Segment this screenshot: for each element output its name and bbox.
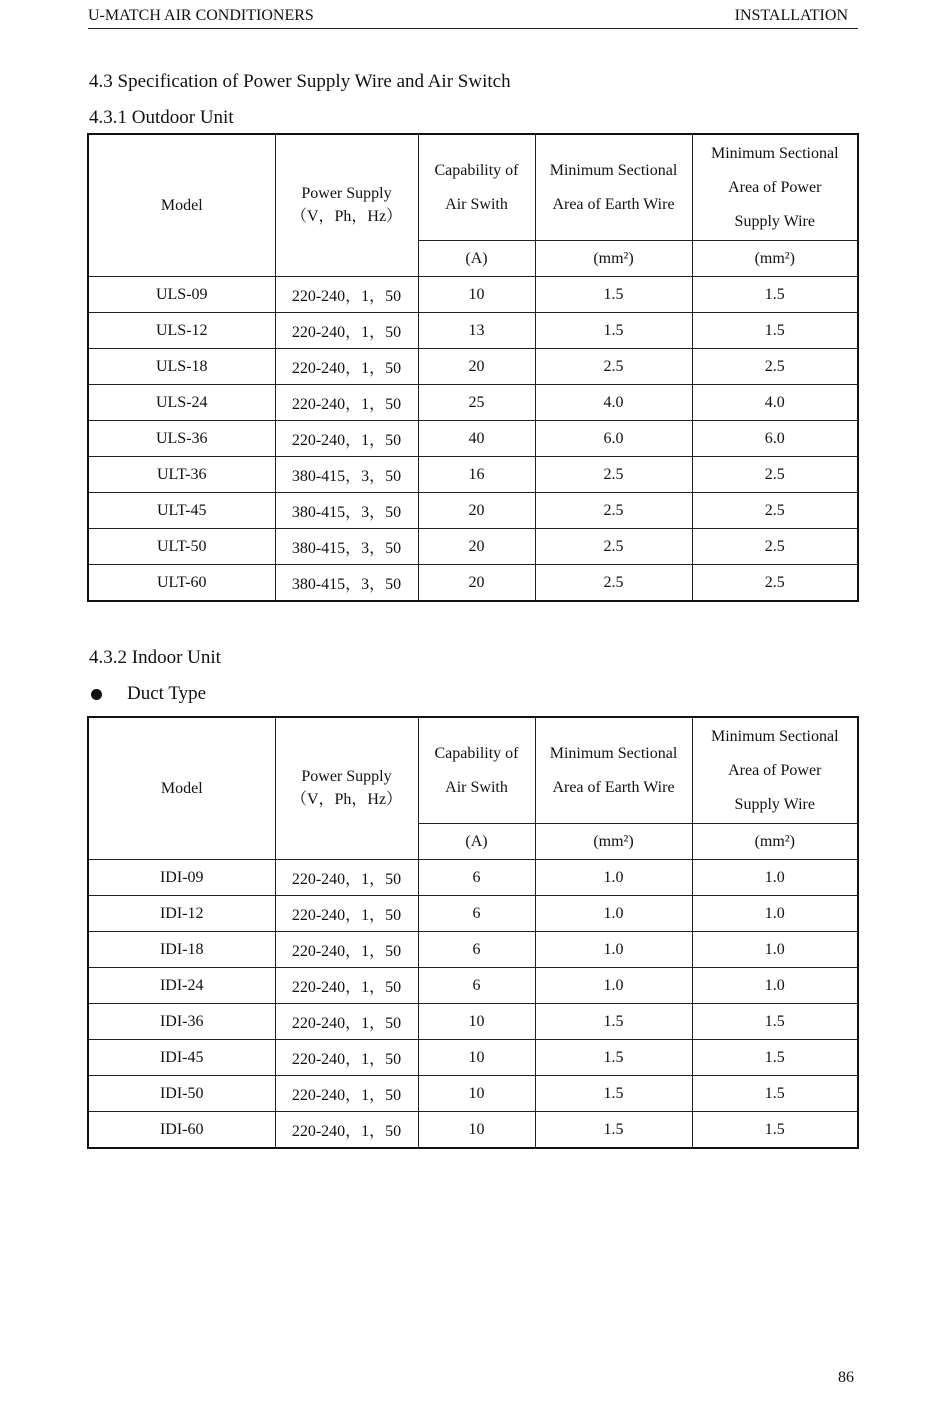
- header-switch-line-1: Capability of: [434, 744, 519, 762]
- cell-earth: 1.0: [535, 968, 692, 1004]
- cell-switch: 6: [418, 896, 535, 932]
- duct-type-label: Duct Type: [127, 683, 207, 704]
- table-row: [88, 1076, 858, 1112]
- cell-model: ULS-18: [88, 349, 275, 385]
- cell-model: IDI-45: [88, 1040, 275, 1076]
- cell-power: 220-240，1，50: [275, 968, 418, 1004]
- table-row: [88, 896, 858, 932]
- header-earth-line-2: Area of Earth Wire: [552, 195, 675, 213]
- header-air-switch: [418, 134, 535, 241]
- cell-model: IDI-24: [88, 968, 275, 1004]
- cell-switch: 10: [418, 1112, 535, 1149]
- header-model: Model: [88, 717, 275, 860]
- cell-model: ULS-09: [88, 277, 275, 313]
- header-right-title: INSTALLATION: [734, 7, 848, 24]
- cell-switch: 10: [418, 277, 535, 313]
- cell-power: 380-415，3，50: [275, 457, 418, 493]
- header-left-title: U-MATCH AIR CONDITIONERS: [88, 7, 314, 24]
- table-row: [88, 1004, 858, 1040]
- cell-power: 220-240，1，50: [275, 1004, 418, 1040]
- cell-power: 220-240，1，50: [275, 896, 418, 932]
- header-earth-wire: [535, 717, 692, 824]
- unit-amps: (A): [418, 824, 535, 860]
- cell-supply: 1.0: [692, 860, 858, 896]
- cell-model: ULT-60: [88, 565, 275, 602]
- cell-supply: 2.5: [692, 529, 858, 565]
- cell-switch: 40: [418, 421, 535, 457]
- indoor-spec-table: [87, 716, 859, 1149]
- outdoor-spec-table: [87, 133, 859, 602]
- cell-model: IDI-60: [88, 1112, 275, 1149]
- table-row: [88, 529, 858, 565]
- unit-mm2-earth: (mm²): [535, 241, 692, 277]
- header-supply-wire: [692, 134, 858, 241]
- cell-supply: 4.0: [692, 385, 858, 421]
- bullet-icon: [91, 689, 102, 700]
- cell-power: 380-415，3，50: [275, 565, 418, 602]
- cell-switch: 13: [418, 313, 535, 349]
- cell-model: ULS-12: [88, 313, 275, 349]
- header-power-supply: [275, 717, 418, 860]
- header-supply-line-2: Area of Power: [728, 761, 822, 779]
- cell-model: ULT-50: [88, 529, 275, 565]
- header-switch-line-1: Capability of: [434, 161, 519, 179]
- header-earth-wire: [535, 134, 692, 241]
- cell-earth: 1.5: [535, 1040, 692, 1076]
- cell-switch: 6: [418, 968, 535, 1004]
- cell-earth: 1.0: [535, 896, 692, 932]
- table-row: [88, 565, 858, 602]
- cell-earth: 2.5: [535, 349, 692, 385]
- cell-power: 220-240，1，50: [275, 1040, 418, 1076]
- cell-supply: 1.0: [692, 968, 858, 1004]
- cell-switch: 25: [418, 385, 535, 421]
- table-row: [88, 493, 858, 529]
- cell-power: 220-240，1，50: [275, 421, 418, 457]
- cell-earth: 1.5: [535, 1004, 692, 1040]
- cell-earth: 1.0: [535, 860, 692, 896]
- cell-earth: 1.5: [535, 1112, 692, 1149]
- table-row: [88, 1040, 858, 1076]
- header-switch-line-2: Air Swith: [445, 778, 508, 796]
- header-power-line-1: Power Supply: [301, 768, 392, 785]
- cell-switch: 6: [418, 932, 535, 968]
- table-row: [88, 932, 858, 968]
- unit-mm2-supply: (mm²): [692, 824, 858, 860]
- cell-model: ULS-36: [88, 421, 275, 457]
- cell-switch: 10: [418, 1004, 535, 1040]
- cell-power: 380-415，3，50: [275, 529, 418, 565]
- header-earth-line-1: Minimum Sectional: [549, 744, 678, 762]
- cell-supply: 1.5: [692, 313, 858, 349]
- table-row: [88, 860, 858, 896]
- header-supply-line-2: Area of Power: [728, 178, 822, 196]
- cell-switch: 10: [418, 1040, 535, 1076]
- cell-switch: 16: [418, 457, 535, 493]
- header-power-supply: [275, 134, 418, 277]
- table-row: [88, 277, 858, 313]
- cell-supply: 1.0: [692, 896, 858, 932]
- header-switch-line-2: Air Swith: [445, 195, 508, 213]
- cell-earth: 2.5: [535, 493, 692, 529]
- table-row: [88, 968, 858, 1004]
- cell-supply: 2.5: [692, 349, 858, 385]
- running-header: [88, 4, 858, 29]
- cell-switch: 20: [418, 565, 535, 602]
- unit-mm2-earth: (mm²): [535, 824, 692, 860]
- cell-power: 380-415，3，50: [275, 493, 418, 529]
- cell-switch: 20: [418, 529, 535, 565]
- header-supply-line-1: Minimum Sectional: [710, 144, 839, 162]
- cell-power: 220-240，1，50: [275, 932, 418, 968]
- cell-power: 220-240，1，50: [275, 1076, 418, 1112]
- cell-earth: 1.5: [535, 277, 692, 313]
- header-supply-wire: [692, 717, 858, 824]
- cell-model: ULT-45: [88, 493, 275, 529]
- cell-switch: 6: [418, 860, 535, 896]
- cell-power: 220-240，1，50: [275, 349, 418, 385]
- cell-switch: 20: [418, 349, 535, 385]
- cell-supply: 2.5: [692, 493, 858, 529]
- header-air-switch: [418, 717, 535, 824]
- cell-switch: 20: [418, 493, 535, 529]
- cell-supply: 1.5: [692, 1004, 858, 1040]
- page-number: 86: [838, 1369, 854, 1386]
- table-row: [88, 421, 858, 457]
- cell-model: IDI-12: [88, 896, 275, 932]
- cell-model: IDI-09: [88, 860, 275, 896]
- header-earth-line-1: Minimum Sectional: [549, 161, 678, 179]
- cell-earth: 1.0: [535, 932, 692, 968]
- cell-power: 220-240，1，50: [275, 860, 418, 896]
- cell-earth: 2.5: [535, 565, 692, 602]
- table-row: [88, 313, 858, 349]
- section-title: 4.3 Specification of Power Supply Wire and Air Switch: [89, 71, 511, 92]
- cell-supply: 1.0: [692, 932, 858, 968]
- cell-supply: 6.0: [692, 421, 858, 457]
- cell-earth: 1.5: [535, 313, 692, 349]
- cell-supply: 1.5: [692, 277, 858, 313]
- cell-earth: 2.5: [535, 529, 692, 565]
- header-supply-line-3: Supply Wire: [734, 795, 815, 813]
- cell-power: 220-240，1，50: [275, 313, 418, 349]
- cell-model: IDI-50: [88, 1076, 275, 1112]
- unit-mm2-supply: (mm²): [692, 241, 858, 277]
- header-power-line-2: （V，Ph，Hz）: [290, 208, 403, 225]
- header-earth-line-2: Area of Earth Wire: [552, 778, 675, 796]
- cell-supply: 2.5: [692, 457, 858, 493]
- cell-earth: 6.0: [535, 421, 692, 457]
- table-row: [88, 457, 858, 493]
- header-power-line-2: （V，Ph，Hz）: [290, 791, 403, 808]
- cell-earth: 2.5: [535, 457, 692, 493]
- outdoor-unit-title: 4.3.1 Outdoor Unit: [89, 107, 234, 128]
- table-row: [88, 385, 858, 421]
- cell-switch: 10: [418, 1076, 535, 1112]
- cell-earth: 1.5: [535, 1076, 692, 1112]
- cell-model: IDI-36: [88, 1004, 275, 1040]
- header-supply-line-1: Minimum Sectional: [710, 727, 839, 745]
- cell-power: 220-240，1，50: [275, 1112, 418, 1149]
- cell-power: 220-240，1，50: [275, 385, 418, 421]
- header-power-line-1: Power Supply: [301, 185, 392, 202]
- cell-supply: 1.5: [692, 1076, 858, 1112]
- cell-model: ULS-24: [88, 385, 275, 421]
- unit-amps: (A): [418, 241, 535, 277]
- cell-model: IDI-18: [88, 932, 275, 968]
- indoor-unit-title: 4.3.2 Indoor Unit: [89, 647, 221, 668]
- header-supply-line-3: Supply Wire: [734, 212, 815, 230]
- table-row: [88, 1112, 858, 1149]
- cell-earth: 4.0: [535, 385, 692, 421]
- cell-power: 220-240，1，50: [275, 277, 418, 313]
- cell-supply: 2.5: [692, 565, 858, 602]
- cell-model: ULT-36: [88, 457, 275, 493]
- cell-supply: 1.5: [692, 1040, 858, 1076]
- header-model: Model: [88, 134, 275, 277]
- cell-supply: 1.5: [692, 1112, 858, 1149]
- table-row: [88, 349, 858, 385]
